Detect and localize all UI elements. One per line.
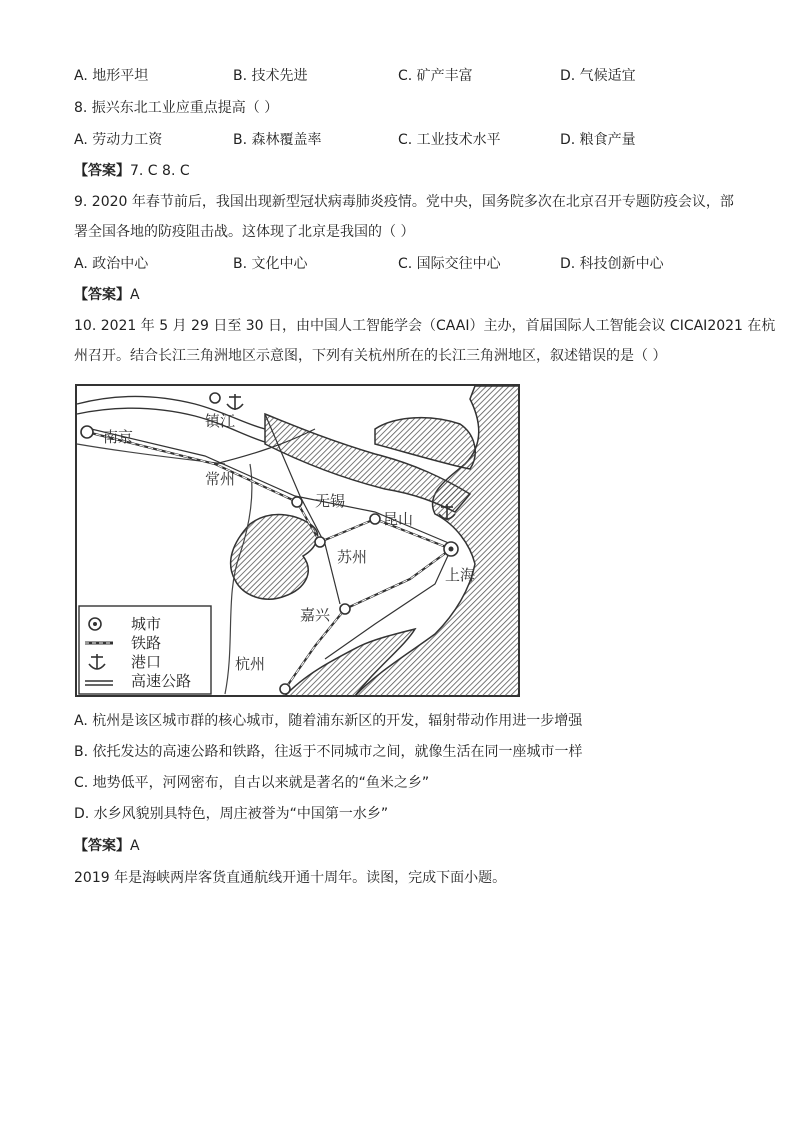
q7-option-b: B. 技术先进 (233, 68, 308, 84)
q9-stem-line-1: 9. 2020 年春节前后，我国出现新型冠状病毒肺炎疫情。党中央，国务院多次在北京召开专题防疫会议，部 (74, 194, 734, 210)
city-hangzhou: 杭州 (235, 655, 266, 673)
city-wuxi: 无锡 (315, 492, 346, 510)
legend-city-label: 城市 (131, 615, 162, 633)
q9-option-b: B. 文化中心 (233, 256, 308, 272)
yangtze-delta-map (75, 384, 521, 698)
city-nanjing: 南京 (103, 428, 134, 446)
city-shanghai: 上海 (445, 566, 476, 584)
q10-option-a: A. 杭州是该区城市群的核心城市，随着浦东新区的开发，辐射带动作用进一步增强 (74, 713, 583, 729)
q9-stem-line-2: 署全国各地的防疫阻击战。这体现了北京是我国的（ ） (74, 224, 415, 240)
q8-option-b: B. 森林覆盖率 (233, 132, 322, 148)
q7-option-d: D. 气候适宜 (560, 68, 636, 84)
answer-10 (74, 836, 140, 856)
city-suzhou: 苏州 (337, 548, 368, 566)
q10-option-d: D. 水乡风貌别具特色，周庄被誉为“中国第一水乡” (74, 806, 389, 822)
q8-option-a: A. 劳动力工资 (74, 132, 163, 148)
answer-tag: 【答案】 (74, 838, 130, 854)
city-zhenjiang: 镇江 (205, 412, 236, 430)
answer-text: A (130, 287, 140, 303)
answer-9 (74, 285, 140, 305)
q9-option-a: A. 政治中心 (74, 256, 149, 272)
q10-option-b: B. 依托发达的高速公路和铁路，往返于不同城市之间，就像生活在同一座城市一样 (74, 744, 583, 760)
legend-expressway-label: 高速公路 (131, 672, 192, 690)
answer-tag: 【答案】 (74, 287, 130, 303)
q10-stem-line-1: 10. 2021 年 5 月 29 日至 30 日，由中国人工智能学会（CAAI）主办，首届国际人工智能会议 CICAI2021 在杭 (74, 318, 776, 334)
legend-port-label: 港口 (131, 653, 162, 671)
q9-option-d: D. 科技创新中心 (560, 256, 664, 272)
q7-option-a: A. 地形平坦 (74, 68, 149, 84)
q8-option-c: C. 工业技术水平 (398, 132, 501, 148)
answer-tag: 【答案】 (74, 163, 130, 179)
q8-stem: 8. 振兴东北工业应重点提高（ ） (74, 100, 279, 116)
next-question-intro: 2019 年是海峡两岸客货直通航线开通十周年。读图，完成下面小题。 (74, 870, 507, 886)
q10-stem-line-2: 州召开。结合长江三角洲地区示意图，下列有关杭州所在的长江三角洲地区，叙述错误的是（ ） (74, 348, 667, 364)
city-jiaxing: 嘉兴 (300, 606, 331, 624)
q7-option-c: C. 矿产丰富 (398, 68, 473, 84)
q10-option-c: C. 地势低平，河网密布，自古以来就是著名的“鱼米之乡” (74, 775, 430, 791)
city-kunshan: 昆山 (383, 510, 414, 528)
answer-7-8 (74, 161, 190, 181)
city-changzhou: 常州 (205, 470, 236, 488)
q9-option-c: C. 国际交往中心 (398, 256, 501, 272)
legend-railway-label: 铁路 (131, 634, 162, 652)
answer-text: A (130, 838, 140, 854)
answer-text: 7. C 8. C (130, 163, 190, 179)
q8-option-d: D. 粮食产量 (560, 132, 636, 148)
